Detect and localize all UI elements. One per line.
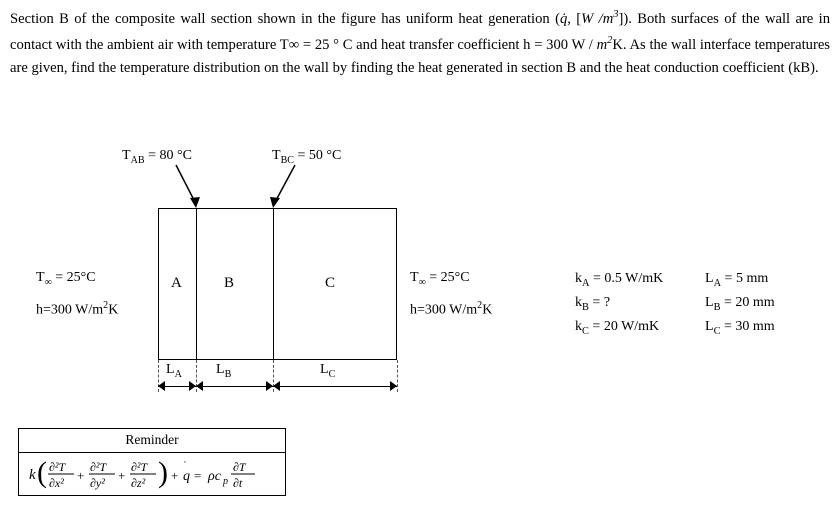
t-bc-subscript: BC xyxy=(280,154,295,166)
left-t-value: = 25°C xyxy=(51,270,96,285)
dimension-line-c xyxy=(273,386,397,387)
dimension-arrow-c-right xyxy=(390,381,397,391)
dimension-arrow-b-right xyxy=(266,381,273,391)
la-subscript: A xyxy=(174,368,182,380)
kb-subscript: B xyxy=(582,301,589,313)
heat-generation-symbol: q̇ xyxy=(559,10,568,27)
lb-prop-symbol: L xyxy=(705,294,714,310)
statement-m-symbol: m xyxy=(596,36,608,53)
right-h-exponent: 2 xyxy=(477,300,483,311)
reminder-box xyxy=(18,428,286,496)
statement-line2: Both surfaces of the wall are in contact with the ambient air with temperature T∞ = 25 ° C and heat xyxy=(10,10,831,53)
heat-equation-formula xyxy=(27,455,279,493)
interface-line-bc xyxy=(273,208,274,360)
reminder-title: Reminder xyxy=(125,432,179,447)
conductivity-b xyxy=(575,292,663,316)
interface-line-ab xyxy=(196,208,197,360)
lb-prop-value: = 20 mm xyxy=(720,294,775,310)
kc-value: = 20 W/mK xyxy=(588,318,660,334)
dimension-line-b xyxy=(196,386,273,387)
left-t-subscript: ∞ xyxy=(44,276,52,288)
svg-text:∂²T: ∂²T xyxy=(49,460,66,474)
t-bc-value: = 50 °C xyxy=(294,148,342,163)
kb-value: = ? xyxy=(588,294,611,310)
lc-symbol: L xyxy=(320,362,329,377)
svg-text:∂²T: ∂²T xyxy=(90,460,107,474)
interface-temp-bc-label xyxy=(272,148,341,166)
svg-text:q: q xyxy=(183,469,190,484)
lc-prop-value: = 30 mm xyxy=(720,318,775,334)
svg-text:̇ xyxy=(184,460,186,463)
kc-symbol: k xyxy=(575,318,582,334)
left-ambient-temperature xyxy=(36,270,96,288)
svg-text:∂T: ∂T xyxy=(233,460,246,474)
section-label-b: B xyxy=(224,275,235,291)
statement-line1-part1: Section B of the composite wall section shown in the figure has uniform heat generation ( xyxy=(10,10,560,27)
right-t-symbol: T xyxy=(410,270,419,285)
lc-subscript: C xyxy=(328,368,336,380)
t-bc-symbol: T xyxy=(272,148,281,163)
la-symbol: L xyxy=(166,362,175,377)
right-t-subscript: ∞ xyxy=(418,276,426,288)
reminder-divider xyxy=(19,452,285,453)
kc-subscript: C xyxy=(582,325,589,337)
right-ambient-temperature xyxy=(410,270,470,288)
thickness-a xyxy=(705,268,775,292)
dimension-arrow-a-left xyxy=(158,381,165,391)
length-label-c xyxy=(320,362,335,380)
section-label-c: C xyxy=(325,275,336,291)
wall-outline xyxy=(158,208,397,360)
ka-value: = 0.5 W/mK xyxy=(589,271,664,286)
right-h-unit-k: K xyxy=(482,302,493,318)
statement-line1-part2: , [ xyxy=(567,10,582,27)
svg-text:∂z²: ∂z² xyxy=(131,476,146,490)
svg-text:): ) xyxy=(158,456,168,489)
dimension-arrow-a-right xyxy=(189,381,196,391)
svg-text:+: + xyxy=(171,468,179,483)
svg-text:=: = xyxy=(194,468,202,483)
problem-statement xyxy=(10,6,830,81)
conductivity-a xyxy=(575,268,663,292)
right-convection-coefficient xyxy=(410,300,492,319)
svg-text:+: + xyxy=(118,468,126,483)
statement-line5: conduction coefficient (kB). xyxy=(653,60,819,76)
svg-text:∂t: ∂t xyxy=(233,476,243,490)
left-h-exponent: 2 xyxy=(103,300,109,311)
la-prop-value: = 5 mm xyxy=(721,271,769,286)
lc-prop-symbol: L xyxy=(705,318,714,334)
lc-prop-subscript: C xyxy=(713,325,721,337)
thickness-c xyxy=(705,316,775,340)
statement-line4: temperature distribution on the wall by finding the heat generated in section B and the heat xyxy=(119,60,651,76)
svg-text:(: ( xyxy=(37,456,47,489)
t-ab-symbol: T xyxy=(122,148,131,163)
dimension-arrow-c-left xyxy=(273,381,280,391)
svg-text:∂²T: ∂²T xyxy=(131,460,148,474)
statement-line3-part2: K. As the wall interface temperatures are given, find the xyxy=(10,36,830,76)
dimension-tick-right xyxy=(397,360,398,392)
left-h-text: h=300 W/m xyxy=(36,302,104,318)
left-h-unit-k: K xyxy=(108,302,119,318)
ka-symbol: k xyxy=(575,271,582,286)
length-label-b xyxy=(216,362,231,380)
svg-text:k: k xyxy=(29,467,36,483)
svg-text:∂x²: ∂x² xyxy=(49,476,64,490)
svg-text:ρc: ρc xyxy=(208,469,221,484)
kb-symbol: k xyxy=(575,294,582,310)
ka-subscript: A xyxy=(582,277,590,289)
t-ab-subscript: AB xyxy=(130,154,145,166)
left-t-symbol: T xyxy=(36,270,45,285)
dimension-arrow-b-left xyxy=(196,381,203,391)
thickness-b xyxy=(705,292,775,316)
thickness-list xyxy=(705,268,775,340)
conductivity-c xyxy=(575,316,663,340)
svg-text:+: + xyxy=(77,468,85,483)
section-label-a: A xyxy=(171,275,182,291)
length-label-a xyxy=(166,362,182,380)
statement-units-w-per-m: W /m xyxy=(581,10,614,27)
interface-temp-ab-label xyxy=(122,148,192,166)
heat-equation-svg xyxy=(27,455,279,493)
right-h-text: h=300 W/m xyxy=(410,302,478,318)
la-prop-symbol: L xyxy=(705,271,714,286)
composite-wall-figure xyxy=(0,140,839,410)
svg-text:∂y²: ∂y² xyxy=(90,476,105,490)
t-ab-value: = 80 °C xyxy=(144,148,192,163)
lb-symbol: L xyxy=(216,362,225,377)
svg-text:p: p xyxy=(223,476,228,487)
left-convection-coefficient xyxy=(36,300,118,319)
statement-line1-part3: ]). xyxy=(618,10,632,27)
right-t-value: = 25°C xyxy=(425,270,470,285)
statement-m-exponent: 2 xyxy=(607,34,613,46)
la-prop-subscript: A xyxy=(713,277,722,289)
lb-prop-subscript: B xyxy=(713,301,721,313)
lb-subscript: B xyxy=(224,368,232,380)
conductivity-list xyxy=(575,268,663,340)
statement-line3-part1: transfer coefficient h = 300 W / xyxy=(409,36,597,53)
statement-units-exponent: 3 xyxy=(613,9,619,20)
